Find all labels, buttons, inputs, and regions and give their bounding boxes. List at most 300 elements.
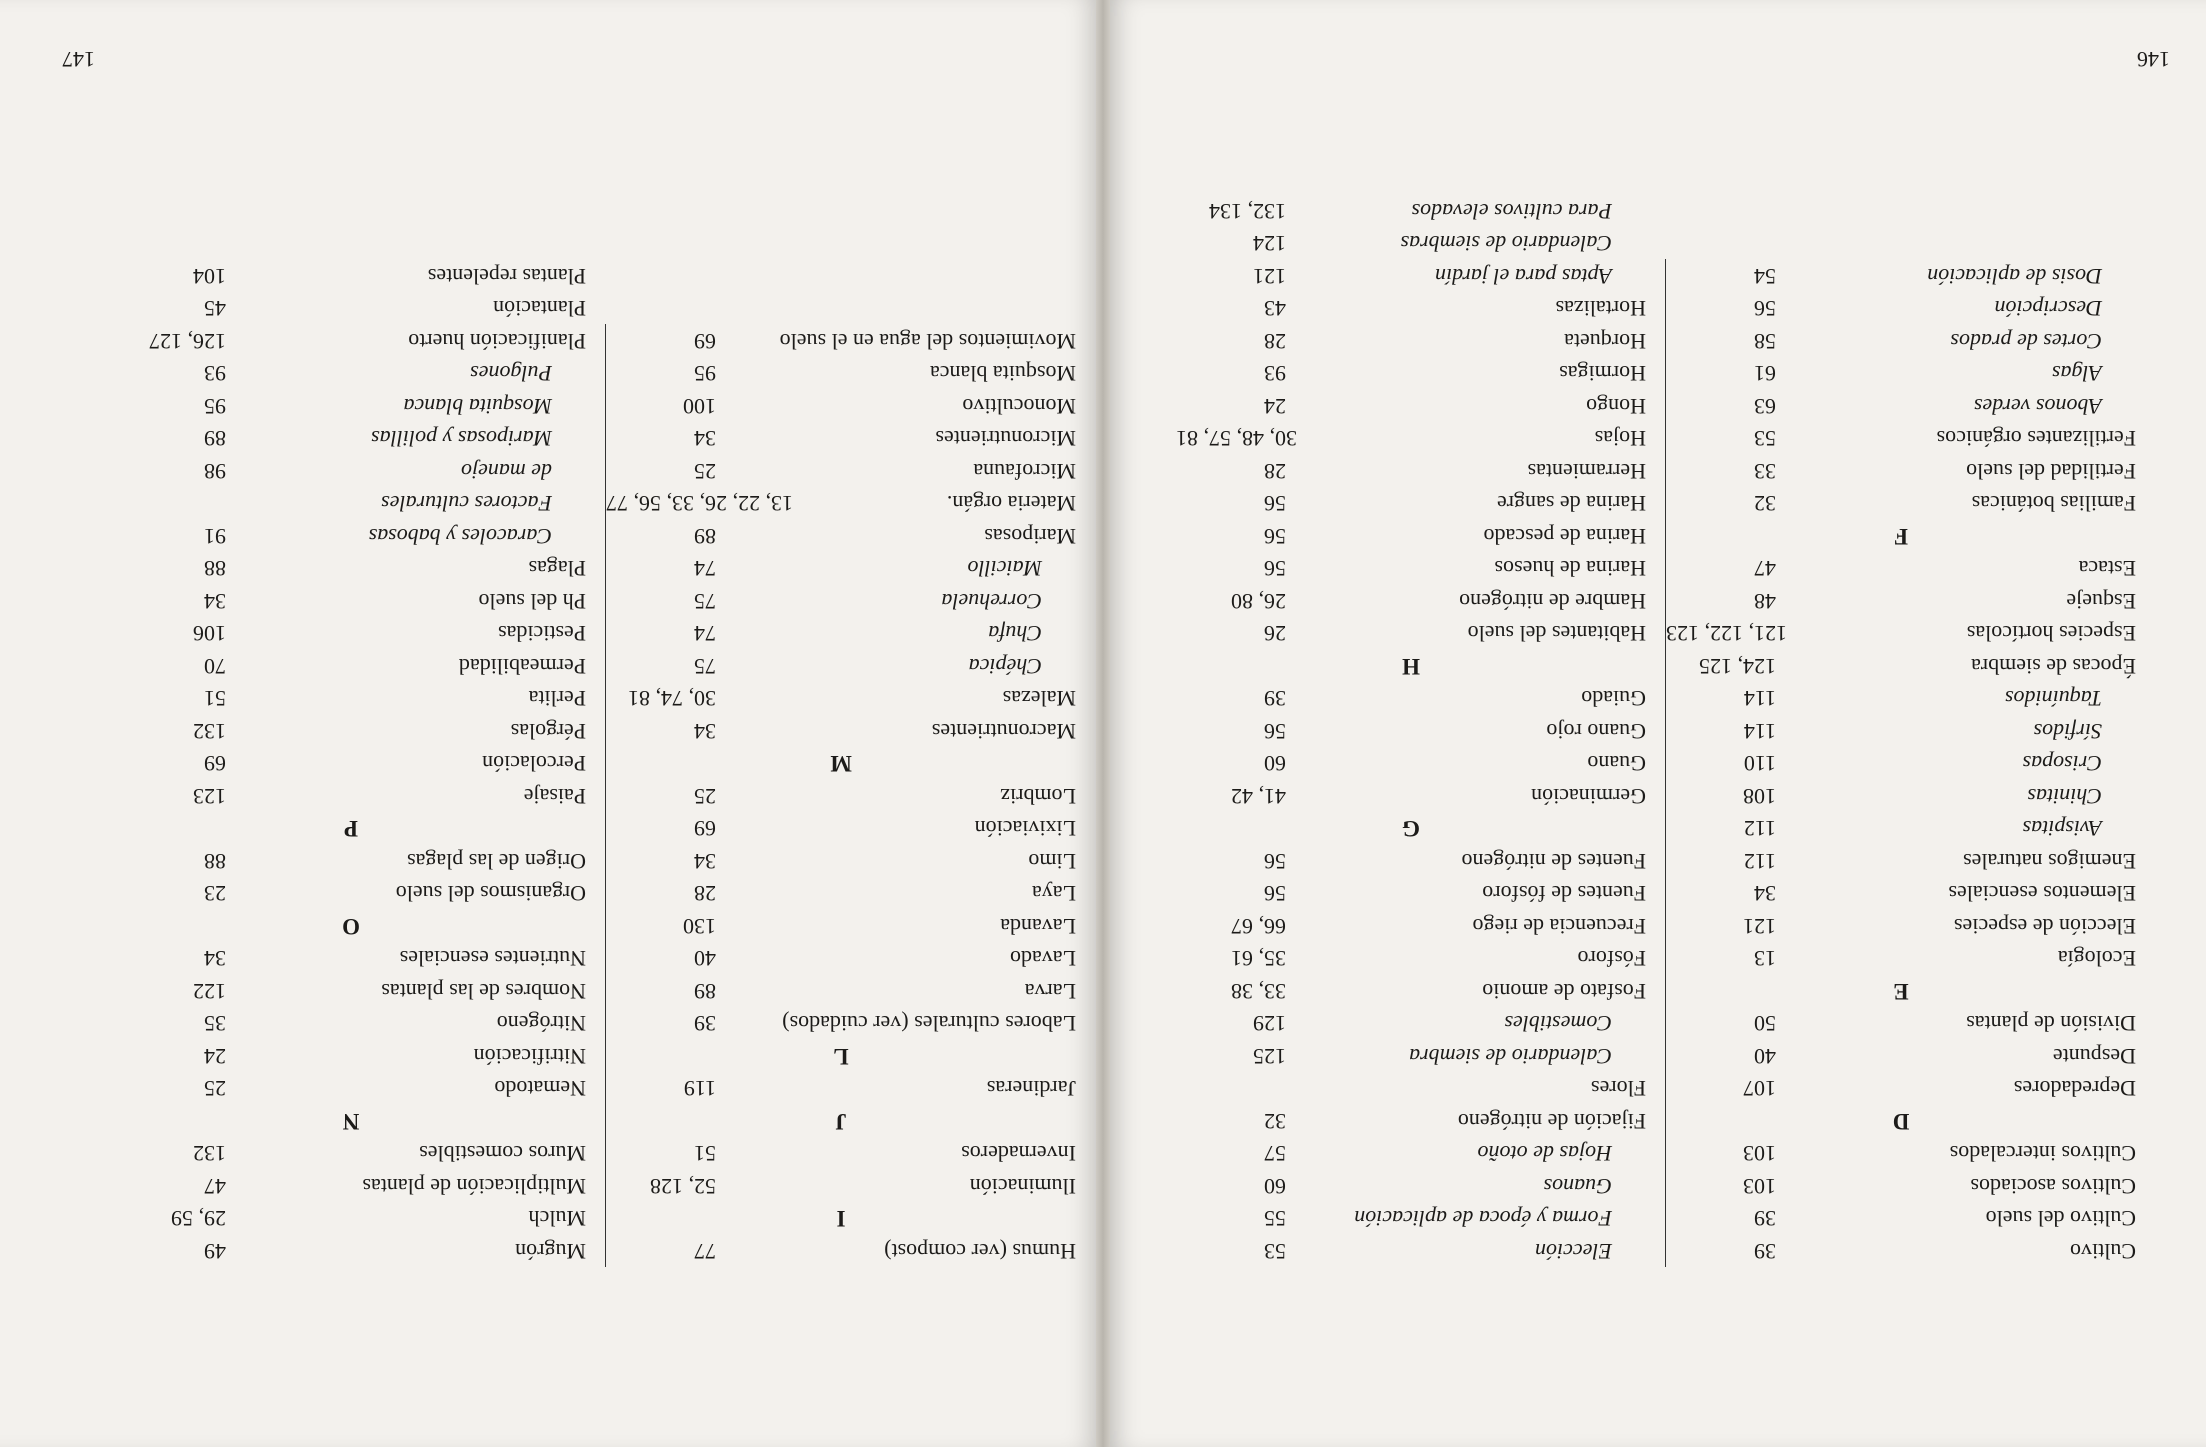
- index-page-refs: 29, 59: [171, 1206, 226, 1232]
- index-term: Nematodo: [494, 1076, 586, 1102]
- index-page-refs: 121: [1253, 264, 1286, 289]
- index-page-refs: 89: [694, 979, 716, 1004]
- index-entry: [1666, 1040, 2136, 1073]
- index-page-refs: 110: [1743, 751, 1776, 777]
- index-entry: [1666, 1007, 2136, 1040]
- index-term: Invernaderos: [961, 1141, 1076, 1167]
- section-letter: O: [342, 914, 360, 939]
- index-entry: [116, 715, 586, 748]
- index-term: Correhuela: [941, 589, 1042, 614]
- index-page-refs: 108: [1743, 784, 1776, 809]
- index-term: Paisaje: [523, 784, 586, 809]
- index-entry: [606, 812, 1076, 845]
- index-entry: [1176, 845, 1646, 878]
- index-page-refs: 32: [1264, 1109, 1286, 1134]
- index-page-refs: 114: [1743, 719, 1776, 744]
- index-term: Lavado: [1010, 946, 1076, 972]
- index-page-refs: 74: [694, 621, 716, 647]
- index-subentry: [606, 617, 1076, 650]
- index-term: Avispitas: [2022, 816, 2102, 842]
- index-term: Chufa: [988, 621, 1042, 647]
- index-page-refs: 60: [1264, 751, 1286, 777]
- index-term: Aptas para el jardín: [1434, 264, 1612, 289]
- index-term: Plantación: [493, 296, 586, 322]
- book-gutter: [1096, 0, 1110, 1447]
- index-page-refs: 119: [683, 1076, 716, 1102]
- index-subentry: [1176, 1170, 1646, 1203]
- index-subentry: [606, 650, 1076, 683]
- index-entry: [1666, 1235, 2136, 1268]
- index-page-refs: 95: [204, 394, 226, 419]
- index-page-refs: 35: [204, 1011, 226, 1037]
- index-page-147: [0, 0, 1096, 1447]
- index-entry: [606, 422, 1076, 455]
- index-term: Sírfidos: [2033, 719, 2102, 744]
- section-letter: P: [343, 816, 359, 842]
- index-term: Maicillo: [967, 556, 1042, 582]
- index-page-refs: 56: [1264, 719, 1286, 744]
- index-entry: [606, 455, 1076, 488]
- index-entry: [606, 1007, 1076, 1040]
- index-term: Algas: [2051, 361, 2102, 387]
- index-page-refs: 112: [1743, 849, 1776, 874]
- index-term: Fijación de nitrógeno: [1457, 1109, 1646, 1134]
- index-term: Mosquita blanca: [403, 394, 552, 419]
- index-entry: [1666, 487, 2136, 520]
- index-page-refs: 75: [694, 589, 716, 614]
- index-term: Hojas: [1594, 426, 1646, 452]
- index-term: Pesticidas: [498, 621, 586, 647]
- index-term: Germinación: [1531, 784, 1646, 809]
- index-page-refs: 34: [204, 946, 226, 972]
- index-term: Labores culturales (ver cuidados): [782, 1011, 1076, 1037]
- index-term: Herramientas: [1527, 459, 1646, 484]
- index-page-refs: 25: [694, 459, 716, 484]
- index-term: Jardineras: [986, 1076, 1076, 1102]
- index-entry: [116, 260, 586, 293]
- index-page-refs: 69: [694, 816, 716, 842]
- index-entry: [606, 845, 1076, 878]
- index-term: Permeabilidad: [458, 654, 586, 679]
- index-page-refs: 48: [1754, 589, 1776, 614]
- index-page-refs: 89: [204, 426, 226, 452]
- index-entry: [1176, 747, 1646, 780]
- index-page-refs: 93: [1264, 361, 1286, 387]
- index-subentry: [606, 552, 1076, 585]
- index-term: Hortalizas: [1555, 296, 1646, 322]
- index-entry: [1176, 390, 1646, 423]
- index-term: Hormigas: [1559, 361, 1646, 387]
- index-entry: [606, 780, 1076, 813]
- index-term: de manejo: [460, 459, 552, 484]
- index-entry: [1176, 1105, 1646, 1138]
- index-term: Humus (ver compost): [884, 1239, 1076, 1264]
- index-subentry: [1666, 260, 2136, 293]
- index-entry: [606, 1072, 1076, 1105]
- section-letter: G: [1402, 816, 1420, 842]
- index-page-refs: 39: [694, 1011, 716, 1037]
- index-term: Esqueje: [2066, 589, 2136, 614]
- index-term: Nombres de las plantas: [381, 979, 586, 1004]
- index-entry: [1176, 682, 1646, 715]
- index-page-refs: 124: [1253, 231, 1286, 257]
- index-entry: [606, 910, 1076, 943]
- index-page-refs: 122: [193, 979, 226, 1004]
- index-term: Materia orgán.: [946, 491, 1076, 517]
- index-page-refs: 56: [1264, 491, 1286, 517]
- index-page-refs: 45: [204, 296, 226, 322]
- index-page-refs: 34: [694, 426, 716, 452]
- index-term: Iluminación: [969, 1174, 1076, 1199]
- index-entry: [116, 877, 586, 910]
- index-page-refs: 34: [694, 719, 716, 744]
- index-page-refs: 88: [204, 556, 226, 582]
- index-page-refs: 56: [1754, 296, 1776, 322]
- index-page-refs: 30, 74, 81: [628, 686, 716, 712]
- index-page-refs: 88: [204, 849, 226, 874]
- index-entry: [116, 617, 586, 650]
- index-term: Hongo: [1586, 394, 1646, 419]
- index-term: Lombriz: [1000, 784, 1076, 809]
- index-entry: [116, 1235, 586, 1268]
- index-term: Macronutrientes: [931, 719, 1076, 744]
- index-term: Frecuencia de riego: [1472, 914, 1646, 939]
- index-entry: [116, 1040, 586, 1073]
- index-term: Hojas de otoño: [1477, 1141, 1612, 1167]
- index-page-refs: 47: [1754, 556, 1776, 582]
- index-entry: [1176, 357, 1646, 390]
- index-entry: [606, 1170, 1076, 1203]
- index-entry: [116, 942, 586, 975]
- index-subentry: [1176, 1202, 1646, 1235]
- index-entry: [606, 715, 1076, 748]
- index-term: Movimientos del agua en el suelo: [779, 329, 1076, 354]
- index-term: Cultivo: [2069, 1239, 2136, 1264]
- index-subentry: [1176, 1235, 1646, 1268]
- index-term: Multiplicación de plantas: [362, 1174, 586, 1199]
- index-entry: [116, 780, 586, 813]
- index-term: Dosis de aplicación: [1927, 264, 2102, 289]
- index-entry: [1176, 455, 1646, 488]
- index-subentry: [1666, 390, 2136, 423]
- index-term: Crisopas: [2022, 751, 2102, 777]
- section-letter: M: [830, 751, 852, 777]
- index-term: Familias botánicas: [1971, 491, 2136, 517]
- index-term: Fertilidad del suelo: [1966, 459, 2136, 484]
- index-entry: [606, 942, 1076, 975]
- index-term: Mugrón: [515, 1239, 586, 1264]
- index-subentry: [116, 487, 586, 520]
- index-entry: [1666, 942, 2136, 975]
- index-entry: [116, 292, 586, 325]
- index-entry: [116, 1170, 586, 1203]
- index-term: Percolación: [482, 751, 586, 777]
- index-term: Habitantes del suelo: [1467, 621, 1646, 647]
- index-term: Lixiviación: [974, 816, 1076, 842]
- index-term: Abonos verdes: [1973, 394, 2102, 419]
- index-page-refs: 30, 48, 57, 81: [1176, 426, 1297, 452]
- index-page-refs: 58: [1754, 329, 1776, 354]
- index-page-refs: 107: [1743, 1076, 1776, 1102]
- index-page-refs: 56: [1264, 849, 1286, 874]
- index-column-2: [1176, 195, 1646, 1268]
- index-page-refs: 24: [1264, 394, 1286, 419]
- index-page-refs: 40: [1754, 1044, 1776, 1069]
- index-term: Guanos: [1543, 1174, 1612, 1199]
- index-term: Mariposas y polillas: [371, 426, 552, 452]
- index-page-refs: 26: [1264, 621, 1286, 647]
- index-page-refs: 69: [694, 329, 716, 354]
- index-subentry: [1666, 747, 2136, 780]
- index-entry: [606, 390, 1076, 423]
- index-term: Muros comestibles: [419, 1141, 586, 1167]
- index-page-refs: 33, 38: [1231, 979, 1286, 1004]
- index-term: Calendario de siembras: [1400, 231, 1612, 257]
- index-subentry: [1176, 195, 1646, 228]
- index-term: Especies hortícolas: [1966, 621, 2136, 647]
- index-entry: [116, 1202, 586, 1235]
- index-page-refs: 93: [204, 361, 226, 387]
- index-entry: [606, 520, 1076, 553]
- index-term: Lavanda: [1000, 914, 1076, 939]
- index-page-refs: 103: [1743, 1141, 1776, 1167]
- index-term: Para cultivos elevados: [1411, 199, 1612, 224]
- index-term: Plantas repelentes: [427, 264, 586, 289]
- index-entry: [116, 325, 586, 358]
- index-entry: [1666, 552, 2136, 585]
- index-page-refs: 75: [694, 654, 716, 679]
- index-term: Origen de las plagas: [407, 849, 586, 874]
- index-page-refs: 49: [204, 1239, 226, 1264]
- index-term: Plagas: [528, 556, 586, 582]
- index-term: Cultivos asociados: [1970, 1174, 2136, 1199]
- index-entry: [606, 1137, 1076, 1170]
- index-entry: [1176, 520, 1646, 553]
- index-page-refs: 55: [1264, 1206, 1286, 1232]
- index-page-refs: 56: [1264, 881, 1286, 907]
- index-entry: [606, 357, 1076, 390]
- index-entry: [606, 487, 1076, 520]
- index-page-refs: 70: [204, 654, 226, 679]
- index-page-refs: 130: [683, 914, 716, 939]
- index-entry: [116, 552, 586, 585]
- index-column-4: [116, 260, 586, 1268]
- index-page-refs: 32: [1754, 491, 1776, 517]
- index-page-refs: 56: [1264, 524, 1286, 549]
- index-entry: [606, 975, 1076, 1008]
- index-term: Épocas de siembra: [1971, 654, 2136, 679]
- index-term: Hambre de nitrógeno: [1459, 589, 1646, 614]
- index-entry: [1666, 650, 2136, 683]
- index-term: Fertilizantes orgánicos: [1936, 426, 2136, 452]
- page-number: 146: [2137, 47, 2170, 72]
- index-term: Fosfato de amonio: [1482, 979, 1646, 1004]
- index-term: Comestibles: [1504, 1011, 1612, 1037]
- index-term: Ph del suelo: [478, 589, 586, 614]
- index-entry: [1666, 877, 2136, 910]
- index-subentry: [1666, 812, 2136, 845]
- index-term: Guano: [1587, 751, 1646, 777]
- index-subentry: [1666, 715, 2136, 748]
- index-term: Laya: [1032, 881, 1076, 907]
- index-page-refs: 103: [1743, 1174, 1776, 1199]
- index-page-refs: 39: [1264, 686, 1286, 712]
- index-page-refs: 77: [694, 1239, 716, 1264]
- index-subentry: [1666, 292, 2136, 325]
- index-term: Nutrientes esenciales: [399, 946, 586, 972]
- index-term: Ecología: [2057, 946, 2136, 972]
- index-term: Descripción: [1994, 296, 2102, 322]
- index-page-refs: 51: [694, 1141, 716, 1167]
- index-term: Planificación huerto: [408, 329, 586, 354]
- index-term: Cultivos intercalados: [1949, 1141, 2136, 1167]
- index-subentry: [1666, 682, 2136, 715]
- index-page-refs: 13, 22, 26, 33, 56, 77: [606, 491, 793, 517]
- index-page-refs: 40: [694, 946, 716, 972]
- index-entry: [116, 1072, 586, 1105]
- index-page-refs: 132: [193, 719, 226, 744]
- index-term: Harina de pescado: [1483, 524, 1646, 549]
- index-term: Elementos esenciales: [1948, 881, 2136, 907]
- section-letter: D: [1892, 1109, 1910, 1134]
- index-term: Taquínidos: [2004, 686, 2102, 712]
- index-subentry: [1176, 1007, 1646, 1040]
- index-subentry: [116, 357, 586, 390]
- index-term: Flores: [1591, 1076, 1646, 1102]
- index-term: Fuentes de fósforo: [1482, 881, 1646, 907]
- index-page-refs: 53: [1754, 426, 1776, 452]
- index-page-refs: 63: [1754, 394, 1776, 419]
- index-page-refs: 34: [204, 589, 226, 614]
- index-page-refs: 41, 42: [1231, 784, 1286, 809]
- index-entry: [1666, 585, 2136, 618]
- index-term: Fósforo: [1577, 946, 1646, 972]
- index-page-refs: 98: [204, 459, 226, 484]
- index-entry: [1666, 1137, 2136, 1170]
- index-entry: [1176, 552, 1646, 585]
- index-term: Depredadores: [2013, 1076, 2136, 1102]
- index-term: Malezas: [1002, 686, 1076, 712]
- index-page-refs: 91: [204, 524, 226, 549]
- index-entry: [116, 585, 586, 618]
- index-page-refs: 28: [694, 881, 716, 907]
- section-letter: I: [836, 1206, 846, 1232]
- index-term: Limo: [1028, 849, 1076, 874]
- index-subentry: [1666, 357, 2136, 390]
- index-page-refs: 43: [1264, 296, 1286, 322]
- index-subentry: [116, 520, 586, 553]
- index-entry: [1176, 325, 1646, 358]
- index-page-refs: 114: [1743, 686, 1776, 712]
- index-term: Perlita: [528, 686, 586, 712]
- index-page-refs: 47: [204, 1174, 226, 1199]
- section-letter: E: [1893, 979, 1909, 1004]
- index-subentry: [116, 422, 586, 455]
- index-term: Calendario de siembra: [1409, 1044, 1612, 1069]
- index-page-146: [1110, 0, 2206, 1447]
- index-entry: [1666, 910, 2136, 943]
- index-term: Mariposas: [984, 524, 1076, 549]
- index-entry: [606, 877, 1076, 910]
- index-term: División de plantas: [1966, 1011, 2136, 1037]
- index-term: Harina de huesos: [1494, 556, 1646, 582]
- index-entry: [1666, 1170, 2136, 1203]
- index-entry: [1176, 942, 1646, 975]
- index-entry: [1176, 715, 1646, 748]
- index-subentry: [116, 390, 586, 423]
- index-term: Harina de sangre: [1496, 491, 1646, 517]
- index-page-refs: 129: [1253, 1011, 1286, 1037]
- index-term: Microfauna: [973, 459, 1076, 484]
- index-entry: [1176, 780, 1646, 813]
- index-subentry: [1176, 1040, 1646, 1073]
- index-page-refs: 69: [204, 751, 226, 777]
- index-term: Chinitas: [2027, 784, 2102, 809]
- index-term: Elección de especies: [1953, 914, 2136, 939]
- index-entry: [116, 1007, 586, 1040]
- index-entry: [1176, 487, 1646, 520]
- index-term: Guiado: [1581, 686, 1646, 712]
- index-page-refs: 52, 128: [650, 1174, 716, 1199]
- index-page-refs: 23: [204, 881, 226, 907]
- index-entry: [606, 682, 1076, 715]
- index-term: Mosquita blanca: [929, 361, 1076, 387]
- index-term: Micronutrientes: [935, 426, 1076, 452]
- index-page-refs: 100: [683, 394, 716, 419]
- index-page-refs: 25: [694, 784, 716, 809]
- index-term: Despunte: [2052, 1044, 2136, 1069]
- index-page-refs: 74: [694, 556, 716, 582]
- index-term: Monocultivo: [962, 394, 1076, 419]
- index-page-refs: 28: [1264, 459, 1286, 484]
- index-term: Nitrógeno: [496, 1011, 586, 1037]
- index-subentry: [606, 585, 1076, 618]
- index-subentry: [1176, 260, 1646, 293]
- index-entry: [116, 845, 586, 878]
- index-term: Horqueta: [1564, 329, 1646, 354]
- index-entry: [1176, 877, 1646, 910]
- index-page-refs: 39: [1754, 1239, 1776, 1264]
- index-entry: [1666, 1202, 2136, 1235]
- index-page-refs: 35, 61: [1231, 946, 1286, 972]
- index-entry: [1176, 292, 1646, 325]
- index-page-refs: 104: [193, 264, 226, 289]
- index-entry: [1176, 422, 1646, 455]
- index-page-refs: 106: [193, 621, 226, 647]
- index-page-refs: 34: [694, 849, 716, 874]
- index-entry: [116, 1137, 586, 1170]
- index-term: Pulgones: [470, 361, 552, 387]
- index-column-3: [605, 325, 1076, 1268]
- index-term: Nitrificación: [473, 1044, 586, 1069]
- index-entry: [1176, 585, 1646, 618]
- index-entry: [116, 747, 586, 780]
- index-page-refs: 26, 80: [1231, 589, 1286, 614]
- index-page-refs: 124, 125: [1699, 654, 1776, 679]
- index-page-refs: 13: [1754, 946, 1776, 972]
- index-entry: [116, 650, 586, 683]
- index-term: Mulch: [528, 1206, 586, 1232]
- index-entry: [1666, 845, 2136, 878]
- index-entry: [1666, 455, 2136, 488]
- index-entry: [1176, 910, 1646, 943]
- index-page-refs: 121, 122, 123: [1666, 621, 1787, 647]
- index-term: Enemigos naturales: [1963, 849, 2136, 874]
- index-term: Pérgolas: [510, 719, 586, 744]
- index-page-refs: 121: [1743, 914, 1776, 939]
- index-entry: [606, 1235, 1076, 1268]
- index-page-refs: 28: [1264, 329, 1286, 354]
